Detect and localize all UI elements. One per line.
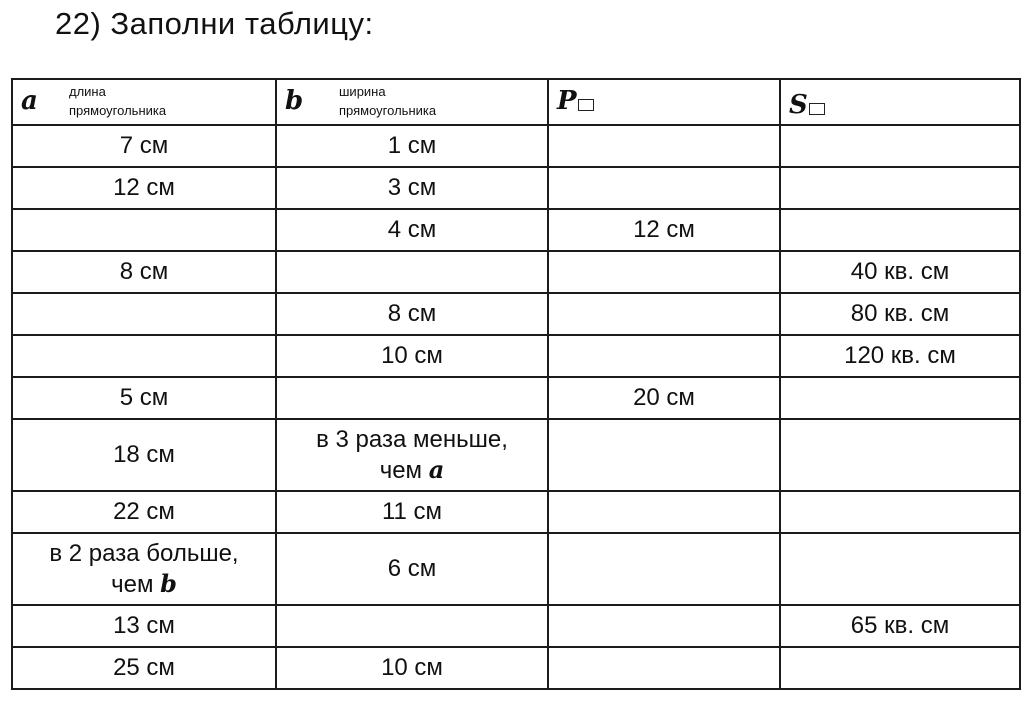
cell-p[interactable] [548,533,780,605]
symbol-b: b [285,86,304,116]
table-row [12,647,1020,689]
table-row [12,533,1020,605]
cell-a[interactable]: 18 см [12,419,276,491]
cell-a[interactable] [12,293,276,335]
cell-a[interactable]: 8 см [12,251,276,293]
header-row [12,79,1020,125]
cell-a[interactable] [12,335,276,377]
cell-b[interactable]: 10 см [276,647,548,689]
cell-b[interactable]: 11 см [276,491,548,533]
cell-p[interactable]: 20 см [548,377,780,419]
rectangle-table [11,78,1021,690]
cell-a[interactable]: 25 см [12,647,276,689]
cell-p[interactable] [548,335,780,377]
cell-s[interactable] [780,419,1020,491]
cell-p[interactable] [548,491,780,533]
cell-s[interactable] [780,209,1020,251]
cell-b[interactable]: 8 см [276,293,548,335]
cell-a-line1: в 2 раза больше, [49,539,239,567]
cell-a[interactable]: 7 см [12,125,276,167]
cell-s[interactable]: 65 кв. см [780,605,1020,647]
cell-s[interactable] [780,377,1020,419]
table-row [12,605,1020,647]
header-a-description: длина прямоугольника [69,84,167,118]
exercise-title: 22) Заполни таблицу: [55,6,374,41]
cell-b[interactable] [276,419,548,491]
cell-p[interactable]: 12 см [548,209,780,251]
cell-a[interactable]: 13 см [12,605,276,647]
cell-a-line2: чем [111,570,161,598]
header-p [548,79,780,125]
cell-s[interactable] [780,125,1020,167]
cell-a[interactable]: 12 см [12,167,276,209]
table-row [12,167,1020,209]
unit-box-icon [809,103,825,115]
cell-b[interactable]: 4 см [276,209,548,251]
header-b-description: ширина прямоугольника [339,84,437,118]
cell-p[interactable] [548,605,780,647]
cell-s[interactable]: 120 кв. см [780,335,1020,377]
table-row [12,125,1020,167]
cell-p[interactable] [548,251,780,293]
cell-b[interactable]: 10 см [276,335,548,377]
cell-s[interactable]: 80 кв. см [780,293,1020,335]
table-row [12,377,1020,419]
symbol-s: S [789,90,825,120]
cell-b[interactable] [276,251,548,293]
cell-b[interactable] [276,377,548,419]
table-row [12,491,1020,533]
cell-p[interactable] [548,293,780,335]
symbol-b-inline: b [160,568,177,598]
table-row [12,419,1020,491]
symbol-a-inline: a [428,454,445,484]
cell-s[interactable] [780,167,1020,209]
cell-a[interactable]: 5 см [12,377,276,419]
cell-a[interactable] [12,533,276,605]
cell-a[interactable]: 22 см [12,491,276,533]
cell-b[interactable]: 3 см [276,167,548,209]
header-b [276,79,548,125]
cell-b-line1: в 3 раза меньше, [316,425,508,453]
cell-s[interactable] [780,533,1020,605]
table-row [12,251,1020,293]
cell-b[interactable]: 6 см [276,533,548,605]
header-a [12,79,276,125]
cell-s[interactable]: 40 кв. см [780,251,1020,293]
cell-a[interactable] [12,209,276,251]
cell-p[interactable] [548,419,780,491]
symbol-p: P [557,86,594,116]
cell-b[interactable]: 1 см [276,125,548,167]
cell-s[interactable] [780,647,1020,689]
cell-b[interactable] [276,605,548,647]
cell-p[interactable] [548,125,780,167]
header-s [780,79,1020,125]
unit-box-icon [578,99,594,111]
table-row [12,335,1020,377]
table-row [12,209,1020,251]
cell-p[interactable] [548,167,780,209]
cell-p[interactable] [548,647,780,689]
table-row [12,293,1020,335]
cell-b-line2: чем [379,456,429,484]
cell-s[interactable] [780,491,1020,533]
symbol-a: a [21,86,38,116]
